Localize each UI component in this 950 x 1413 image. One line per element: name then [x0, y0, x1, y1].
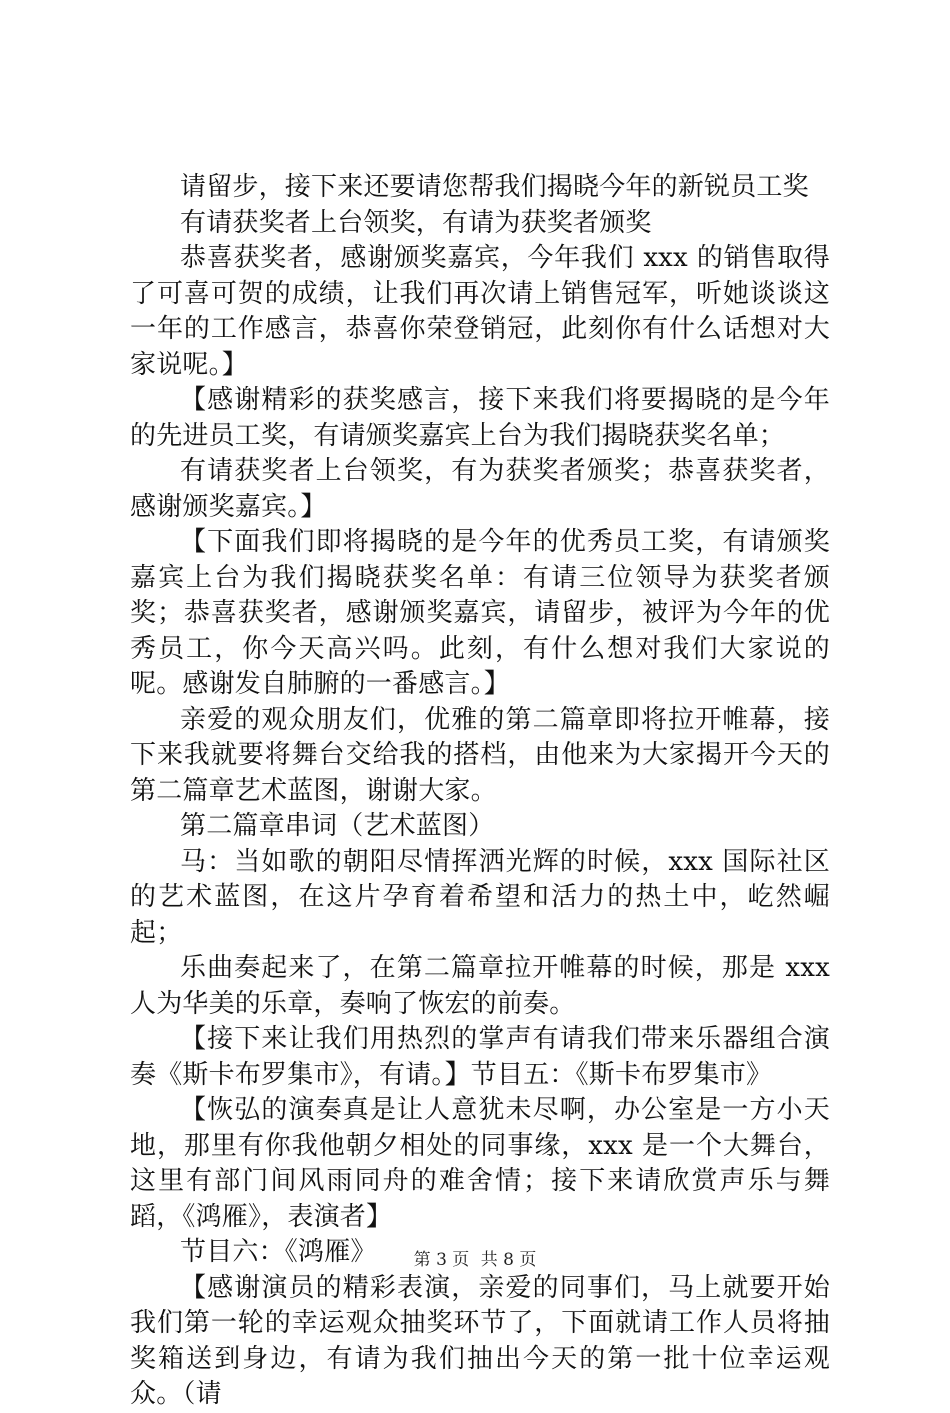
paragraph: 有请获奖者上台领奖，有请为获奖者颁奖	[180, 207, 652, 238]
paragraph: 【感谢精彩的获奖感言，接下来我们将要揭晓的是今年的先进员工奖，有请颁奖嘉宾上台为我们揭晓获奖名单；	[130, 385, 830, 451]
paragraph: 恭喜获奖者，感谢颁奖嘉宾，今年我们 xxx 的销售取得了可喜可贺的成绩，让我们再次请上销售冠军，听她谈谈这一年的工作感言，恭喜你荣登销冠，此刻你有什么话想对大家说呢。】	[130, 243, 830, 380]
paragraph: 请留步，接下来还要请您帮我们揭晓今年的新锐员工奖	[180, 172, 809, 202]
paragraph: 亲爱的观众朋友们，优雅的第二篇章即将拉开帷幕，接下来我就要将舞台交给我的搭档，由他来为大家揭开今天的第二篇章艺术蓝图，谢谢大家。	[130, 704, 830, 806]
page-footer	[0, 1245, 950, 1270]
paragraph: 有请获奖者上台领奖，有为获奖者颁奖；恭喜获奖者，感谢颁奖嘉宾。】	[130, 456, 830, 522]
section-heading: 第二篇章串词（艺术蓝图）	[180, 811, 495, 841]
paragraph: 【下面我们即将揭晓的是今年的优秀员工奖，有请颁奖嘉宾上台为我们揭晓获奖名单：有请三位领导为获奖者颁奖；恭喜获奖者，感谢颁奖嘉宾，请留步，被评为今年的优秀员工，你今天高兴吗。此刻，有什么想对我们大家说的呢。感谢发自肺腑的一番感言。】	[130, 527, 830, 699]
paragraph: 【恢弘的演奏真是让人意犹未尽啊，办公室是一方小天地，那里有你我他朝夕相处的同事缘，xxx 是一个大舞台，这里有部门间风雨同舟的难舍情；接下来请欣赏声乐与舞蹈，《鸿雁》，表演者】	[130, 1095, 830, 1232]
program-heading: 节目六：《鸿雁》	[180, 1237, 377, 1267]
paragraph: 【感谢演员的精彩表演，亲爱的同事们，马上就要开始我们第一轮的幸运观众抽奖环节了，下面就请工作人员将抽奖箱送到身边，有请为我们抽出今天的第一批十位幸运观众。（请	[130, 1272, 830, 1409]
paragraph: 马：当如歌的朝阳尽情挥洒光辉的时候，xxx 国际社区的艺术蓝图，在这片孕育着希望和活力的热土中，屹然崛起；	[130, 846, 830, 948]
page-number: 第 3 页	[413, 1250, 470, 1270]
paragraph: 【接下来让我们用热烈的掌声有请我们带来乐器组合演奏《斯卡布罗集市》，有请。】节目五：《斯卡布罗集市》	[130, 1024, 830, 1090]
document-body	[130, 170, 830, 1413]
paragraph: 乐曲奏起来了，在第二篇章拉开帷幕的时候，那是 xxx 人为华美的乐章，奏响了恢宏的前奏。	[130, 953, 830, 1019]
page-total: 共 8 页	[480, 1250, 537, 1270]
